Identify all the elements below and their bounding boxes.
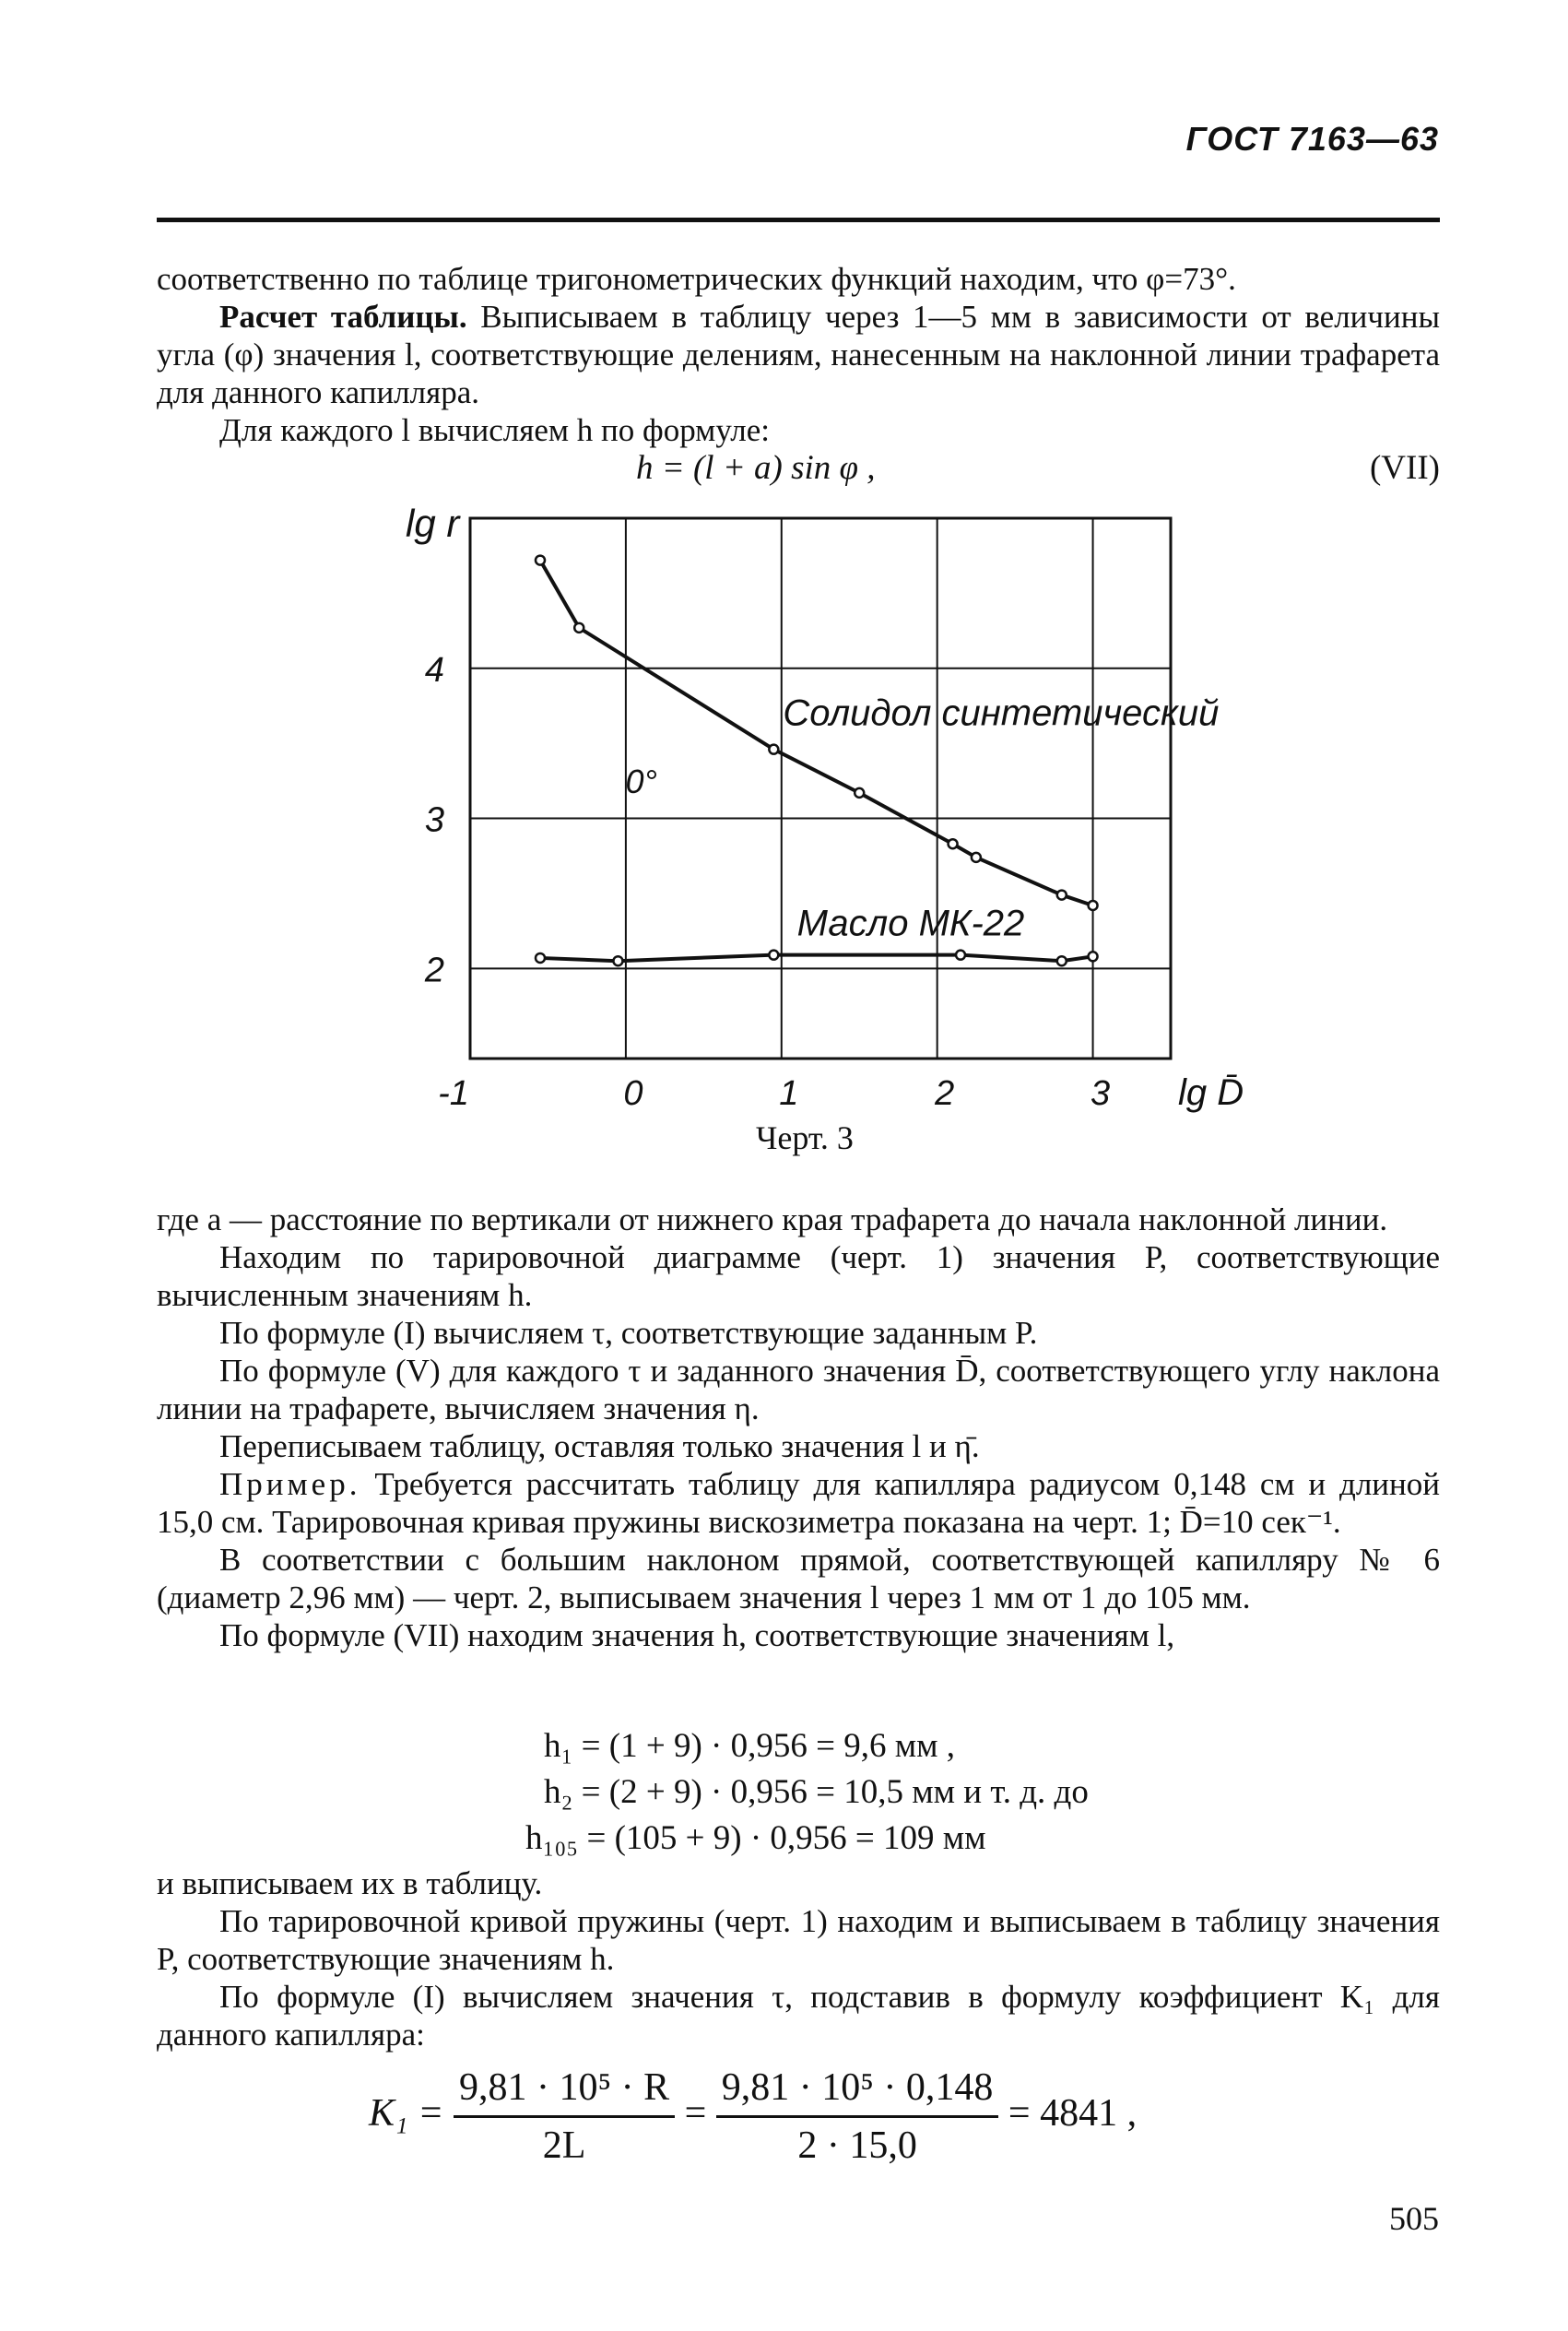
paragraph-4: По формуле (V) для каждого τ и заданного значения D̄, соответствующего углу наклона линии на трафарете, вычисляем значения η. bbox=[157, 1353, 1440, 1426]
data-point bbox=[769, 951, 778, 960]
closing-block bbox=[157, 1864, 1440, 2053]
y-tick-label: 3 bbox=[424, 800, 444, 840]
equation-h1: h₁ = (1 + 9) · 0,956 = 9,6 мм , bbox=[544, 1727, 956, 1765]
angle-annotation: 0° bbox=[625, 762, 657, 800]
k1-formula bbox=[369, 2065, 1137, 2168]
data-point bbox=[972, 853, 981, 862]
k1-fraction-1 bbox=[454, 2065, 675, 2168]
data-point bbox=[613, 956, 622, 965]
calc-title: Расчет таблицы. bbox=[219, 299, 467, 335]
paragraph-2: Находим по тарировочной диаграмме (черт. 1) значения P, соответствующие вычисленным значениям h. bbox=[157, 1239, 1440, 1313]
chart-frame bbox=[470, 518, 1171, 1059]
k1-denominator-2: 2 · 15,0 bbox=[797, 2124, 917, 2167]
paragraph-3: По формуле (I) вычисляем τ, соответствующие заданным P. bbox=[219, 1315, 1038, 1351]
x-tick-label: 0 bbox=[623, 1074, 643, 1113]
paragraph-5: Переписываем таблицу, оставляя только значения l и η̄. bbox=[219, 1428, 980, 1464]
paragraph-6 bbox=[157, 1465, 1440, 1541]
chart-caption: Черт. 3 bbox=[756, 1119, 854, 1156]
intro-line: соответственно по таблице тригонометрических функций находим, что φ=73°. bbox=[157, 261, 1236, 297]
k1-numerator-1: 9,81 · 10⁵ · R bbox=[454, 2065, 675, 2118]
data-point bbox=[855, 788, 864, 798]
x-tick-label: -1 bbox=[438, 1074, 469, 1113]
data-point bbox=[536, 953, 545, 963]
data-point bbox=[949, 839, 958, 848]
paragraph-1: где a — расстояние по вертикали от нижнего края трафарета до начала наклонной линии. bbox=[157, 1201, 1388, 1237]
paragraph-9: и выписываем их в таблицу. bbox=[157, 1865, 543, 1901]
k1-numerator-2: 9,81 · 10⁵ · 0,148 bbox=[716, 2065, 999, 2118]
paragraph-10: По тарировочной кривой пружины (черт. 1) находим и выписываем в таблицу значения P, соответствующие значениям h. bbox=[157, 1903, 1440, 1977]
k1-result: = 4841 , bbox=[1008, 2092, 1138, 2136]
y-axis-label: lg r bbox=[406, 502, 460, 545]
x-tick-label: 3 bbox=[1090, 1074, 1111, 1113]
x-axis-label: lg D̄ bbox=[1178, 1072, 1244, 1113]
equation-h2: h₂ = (2 + 9) · 0,956 = 10,5 мм и т. д. до bbox=[544, 1773, 1089, 1811]
y-tick-label: 2 bbox=[424, 951, 444, 990]
x-tick-label: 1 bbox=[779, 1074, 799, 1113]
formula-vii-number: (VII) bbox=[1369, 449, 1440, 487]
formula-vii: h = (l + a) sin φ , bbox=[636, 449, 876, 487]
data-point bbox=[536, 556, 545, 565]
k1-lhs: K₁ = bbox=[369, 2092, 444, 2136]
k1-denominator-1: 2L bbox=[542, 2124, 586, 2167]
k1-equals: = bbox=[684, 2092, 707, 2136]
k1-fraction-2 bbox=[716, 2065, 999, 2168]
x-tick-label: 2 bbox=[935, 1074, 955, 1113]
example-text: Требуется рассчитать таблицу для капилляра радиусом 0,148 см и длиной 15,0 см. Тарировочная кривая пружины вискозиметра показана на черт. 1; D̄=10 сек⁻¹. bbox=[157, 1466, 1441, 1540]
data-point bbox=[1057, 891, 1067, 900]
document-code: ГОСТ 7163—63 bbox=[1185, 120, 1439, 158]
for-each-line: Для каждого l вычисляем h по формуле: bbox=[219, 412, 771, 448]
paragraph-8: По формуле (VII) находим значения h, соответствующие значениям l, bbox=[219, 1617, 1175, 1653]
equation-h105: h₁₀₅ = (105 + 9) · 0,956 = 109 мм bbox=[525, 1819, 986, 1857]
data-point bbox=[1089, 952, 1098, 961]
data-point bbox=[1089, 901, 1098, 910]
paragraph-11: По формуле (I) вычисляем значения τ, подставив в формулу коэффициент K₁ для данного капилляра: bbox=[157, 1979, 1440, 2053]
example-label: Пример. bbox=[219, 1466, 361, 1502]
y-tick-label: 4 bbox=[424, 650, 444, 690]
series-label: Масло МК-22 bbox=[796, 903, 1025, 944]
calc-text: Выписываем в таблицу через 1—5 мм в зависимости от величины угла (φ) значения l, соответствующие делениям, нанесенным на наклонной линии трафарета для данного капилляра. bbox=[157, 299, 1440, 410]
data-point bbox=[956, 951, 965, 960]
series-label: Солидол синтетический bbox=[783, 692, 1220, 734]
data-point bbox=[1057, 956, 1067, 965]
data-point bbox=[769, 745, 778, 754]
data-point bbox=[574, 623, 584, 633]
body-block bbox=[157, 1201, 1440, 1654]
paragraph-7: В соответствии с большим наклоном прямой, соответствующей капилляру № 6 (диаметр 2,96 мм) — черт. 2, выписываем значения l через 1 мм от 1 до 105 мм. bbox=[157, 1542, 1440, 1615]
page-number: 505 bbox=[1389, 2200, 1439, 2237]
